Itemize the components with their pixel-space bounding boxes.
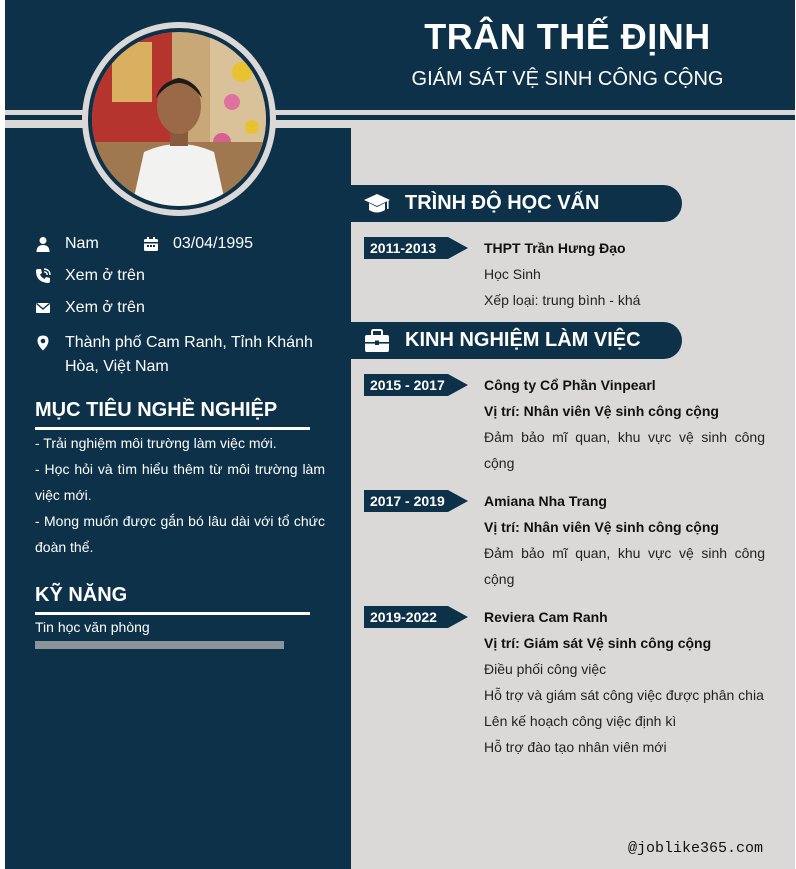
period-text: 2011-2013: [370, 240, 437, 256]
calendar-icon: [143, 236, 159, 252]
gender-value: Nam: [65, 235, 99, 252]
experience-entry: [484, 488, 765, 592]
school-name: THPT Trần Hưng Đạo: [484, 240, 626, 256]
graduation-cap-icon: [363, 190, 391, 218]
objective-text: [35, 430, 325, 560]
job-detail: Hỗ trợ và giám sát công việc được phân chia: [484, 687, 764, 703]
location-pin-icon: [35, 335, 51, 351]
avatar: [82, 22, 276, 216]
skills-title: KỸ NĂNG: [35, 584, 128, 606]
skill-level-fill: [35, 641, 284, 649]
person-icon: [35, 236, 51, 252]
period-tag: [364, 490, 468, 512]
job-detail: Đảm bảo mĩ quan, khu vực vệ sinh công cộng: [484, 429, 765, 471]
experience-banner: [351, 322, 682, 359]
position: Vị trí: Giám sát Vệ sinh công cộng: [484, 635, 712, 651]
experience-title: KINH NGHIỆM LÀM VIỆC: [405, 329, 641, 351]
position: Vị trí: Nhân viên Vệ sinh công cộng: [484, 519, 719, 535]
education-banner: [351, 185, 682, 222]
period-tag: [364, 606, 468, 628]
phone-icon: [35, 268, 51, 284]
objective-line: - Trải nghiệm môi trường làm việc mới.: [35, 435, 277, 451]
education-entry: [484, 235, 765, 313]
dob-row: [143, 235, 253, 253]
watermark-text: @joblike365.com: [628, 840, 764, 857]
avatar-photo: [92, 32, 266, 206]
address-row: [35, 331, 315, 379]
company-name: Công ty Cổ Phần Vinpearl: [484, 377, 656, 393]
job-detail: Đảm bảo mĩ quan, khu vực vệ sinh công cộng: [484, 545, 765, 587]
gender-row: [35, 235, 99, 253]
candidate-name: TRÂN THẾ ĐỊNH: [424, 16, 711, 57]
skills-divider: [35, 612, 310, 615]
address-value: Thành phố Cam Ranh, Tỉnh Khánh Hòa, Việt Nam: [65, 334, 313, 375]
experience-entry: [484, 372, 765, 476]
education-title: TRÌNH ĐỘ HỌC VẤN: [405, 192, 600, 214]
experience-entry: [484, 604, 765, 760]
period-text: 2015 - 2017: [370, 377, 445, 393]
company-name: Reviera Cam Ranh: [484, 609, 608, 625]
envelope-icon: [35, 300, 51, 316]
skill-name: Tin học văn phòng: [35, 619, 150, 635]
candidate-title: GIÁM SÁT VỆ SINH CÔNG CỘNG: [411, 68, 724, 90]
email-row: [35, 299, 145, 317]
email-value: Xem ở trên: [65, 299, 145, 316]
skill-level-bar: [35, 641, 284, 649]
education-note: Xếp loại: trung bình - khá: [484, 292, 641, 308]
period-text: 2019-2022: [370, 609, 437, 625]
phone-value: Xem ở trên: [65, 267, 145, 284]
job-detail: Hỗ trợ đào tạo nhân viên mới: [484, 739, 667, 755]
education-role: Học Sinh: [484, 266, 541, 282]
briefcase-icon: [363, 327, 391, 355]
objective-line: - Học hỏi và tìm hiểu thêm từ môi trường làm việc mới.: [35, 461, 325, 503]
objective-line: - Mong muốn được gắn bó lâu dài với tổ chức đoàn thể.: [35, 513, 325, 555]
period-tag: [364, 374, 468, 396]
period-tag: [364, 237, 468, 259]
job-detail: Lên kế hoạch công việc định kì: [484, 713, 677, 729]
position: Vị trí: Nhân viên Vệ sinh công cộng: [484, 403, 719, 419]
company-name: Amiana Nha Trang: [484, 493, 607, 509]
objective-title: MỤC TIÊU NGHỀ NGHIỆP: [35, 399, 278, 421]
job-detail: Điều phối công việc: [484, 661, 607, 677]
period-text: 2017 - 2019: [370, 493, 445, 509]
dob-value: 03/04/1995: [173, 235, 254, 252]
phone-row: [35, 267, 145, 285]
